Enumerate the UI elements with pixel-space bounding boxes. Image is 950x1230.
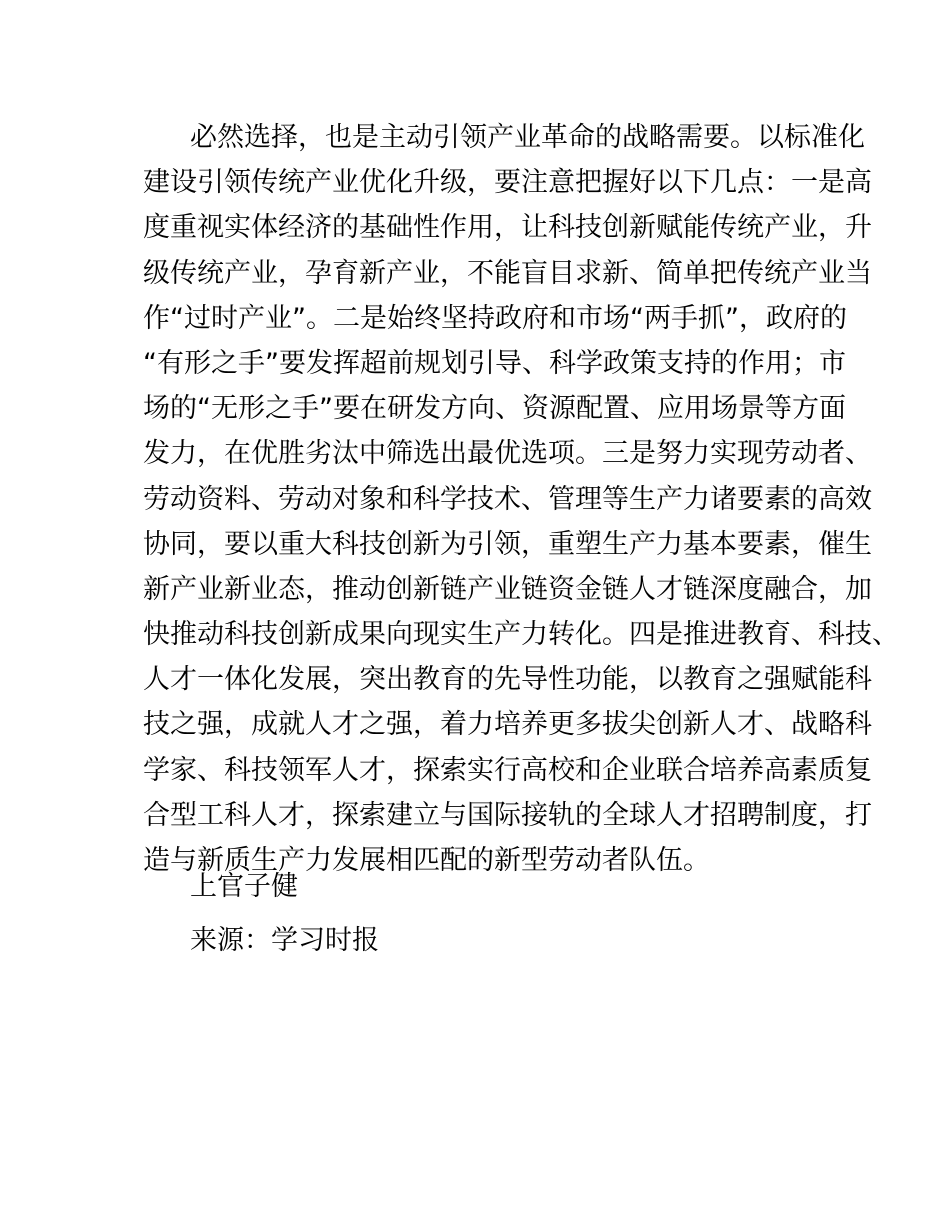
paragraph-line: 度重视实体经济的基础性作用，让科技创新赋能传统产业，升 (143, 212, 872, 244)
paragraph-line: 造与新质生产力发展相匹配的新型劳动者队伍。 (143, 845, 710, 876)
paragraph-line: 技之强，成就人才之强，着力培养更多拔尖创新人才、战略科 (143, 709, 872, 741)
paragraph-line: 协同，要以重大科技创新为引领，重塑生产力基本要素，催生 (143, 528, 872, 560)
paragraph-line: 作“过时产业”。二是始终坚持政府和市场“两手抓”，政府的 (143, 302, 847, 334)
paragraph-line: 合型工科人才，探索建立与国际接轨的全球人才招聘制度，打 (143, 799, 872, 831)
paragraph-line: 场的“无形之手”要在研发方向、资源配置、应用场景等方面 (143, 393, 846, 425)
paragraph-line: 级传统产业，孕育新产业，不能盲目求新、简单把传统产业当 (143, 257, 872, 289)
paragraph-line: 建设引领传统产业优化升级，要注意把握好以下几点：一是高 (143, 167, 872, 199)
paragraph-line: 新产业新业态，推动创新链产业链资金链人才链深度融合，加 (143, 573, 872, 605)
paragraph-line: 发力，在优胜劣汰中筛选出最优选项。三是努力实现劳动者、 (143, 438, 872, 470)
paragraph-line: 学家、科技领军人才，探索实行高校和企业联合培养高素质复 (143, 754, 872, 786)
author: 上官子健 (190, 871, 298, 902)
paragraph-line: 人才一体化发展，突出教育的先导性功能，以教育之强赋能科 (143, 664, 872, 696)
article-body (143, 115, 899, 883)
paragraph-line: 必然选择，也是主动引领产业革命的战略需要。以标准化 (190, 122, 865, 153)
paragraph-line: 快推动科技创新成果向现实生产力转化。四是推进教育、科技、 (143, 619, 899, 651)
paragraph-line: “有形之手”要发挥超前规划引导、科学政策支持的作用；市 (143, 347, 846, 379)
source: 来源：学习时报 (190, 925, 379, 956)
paragraph-line: 劳动资料、劳动对象和科学技术、管理等生产力诸要素的高效 (143, 483, 872, 515)
